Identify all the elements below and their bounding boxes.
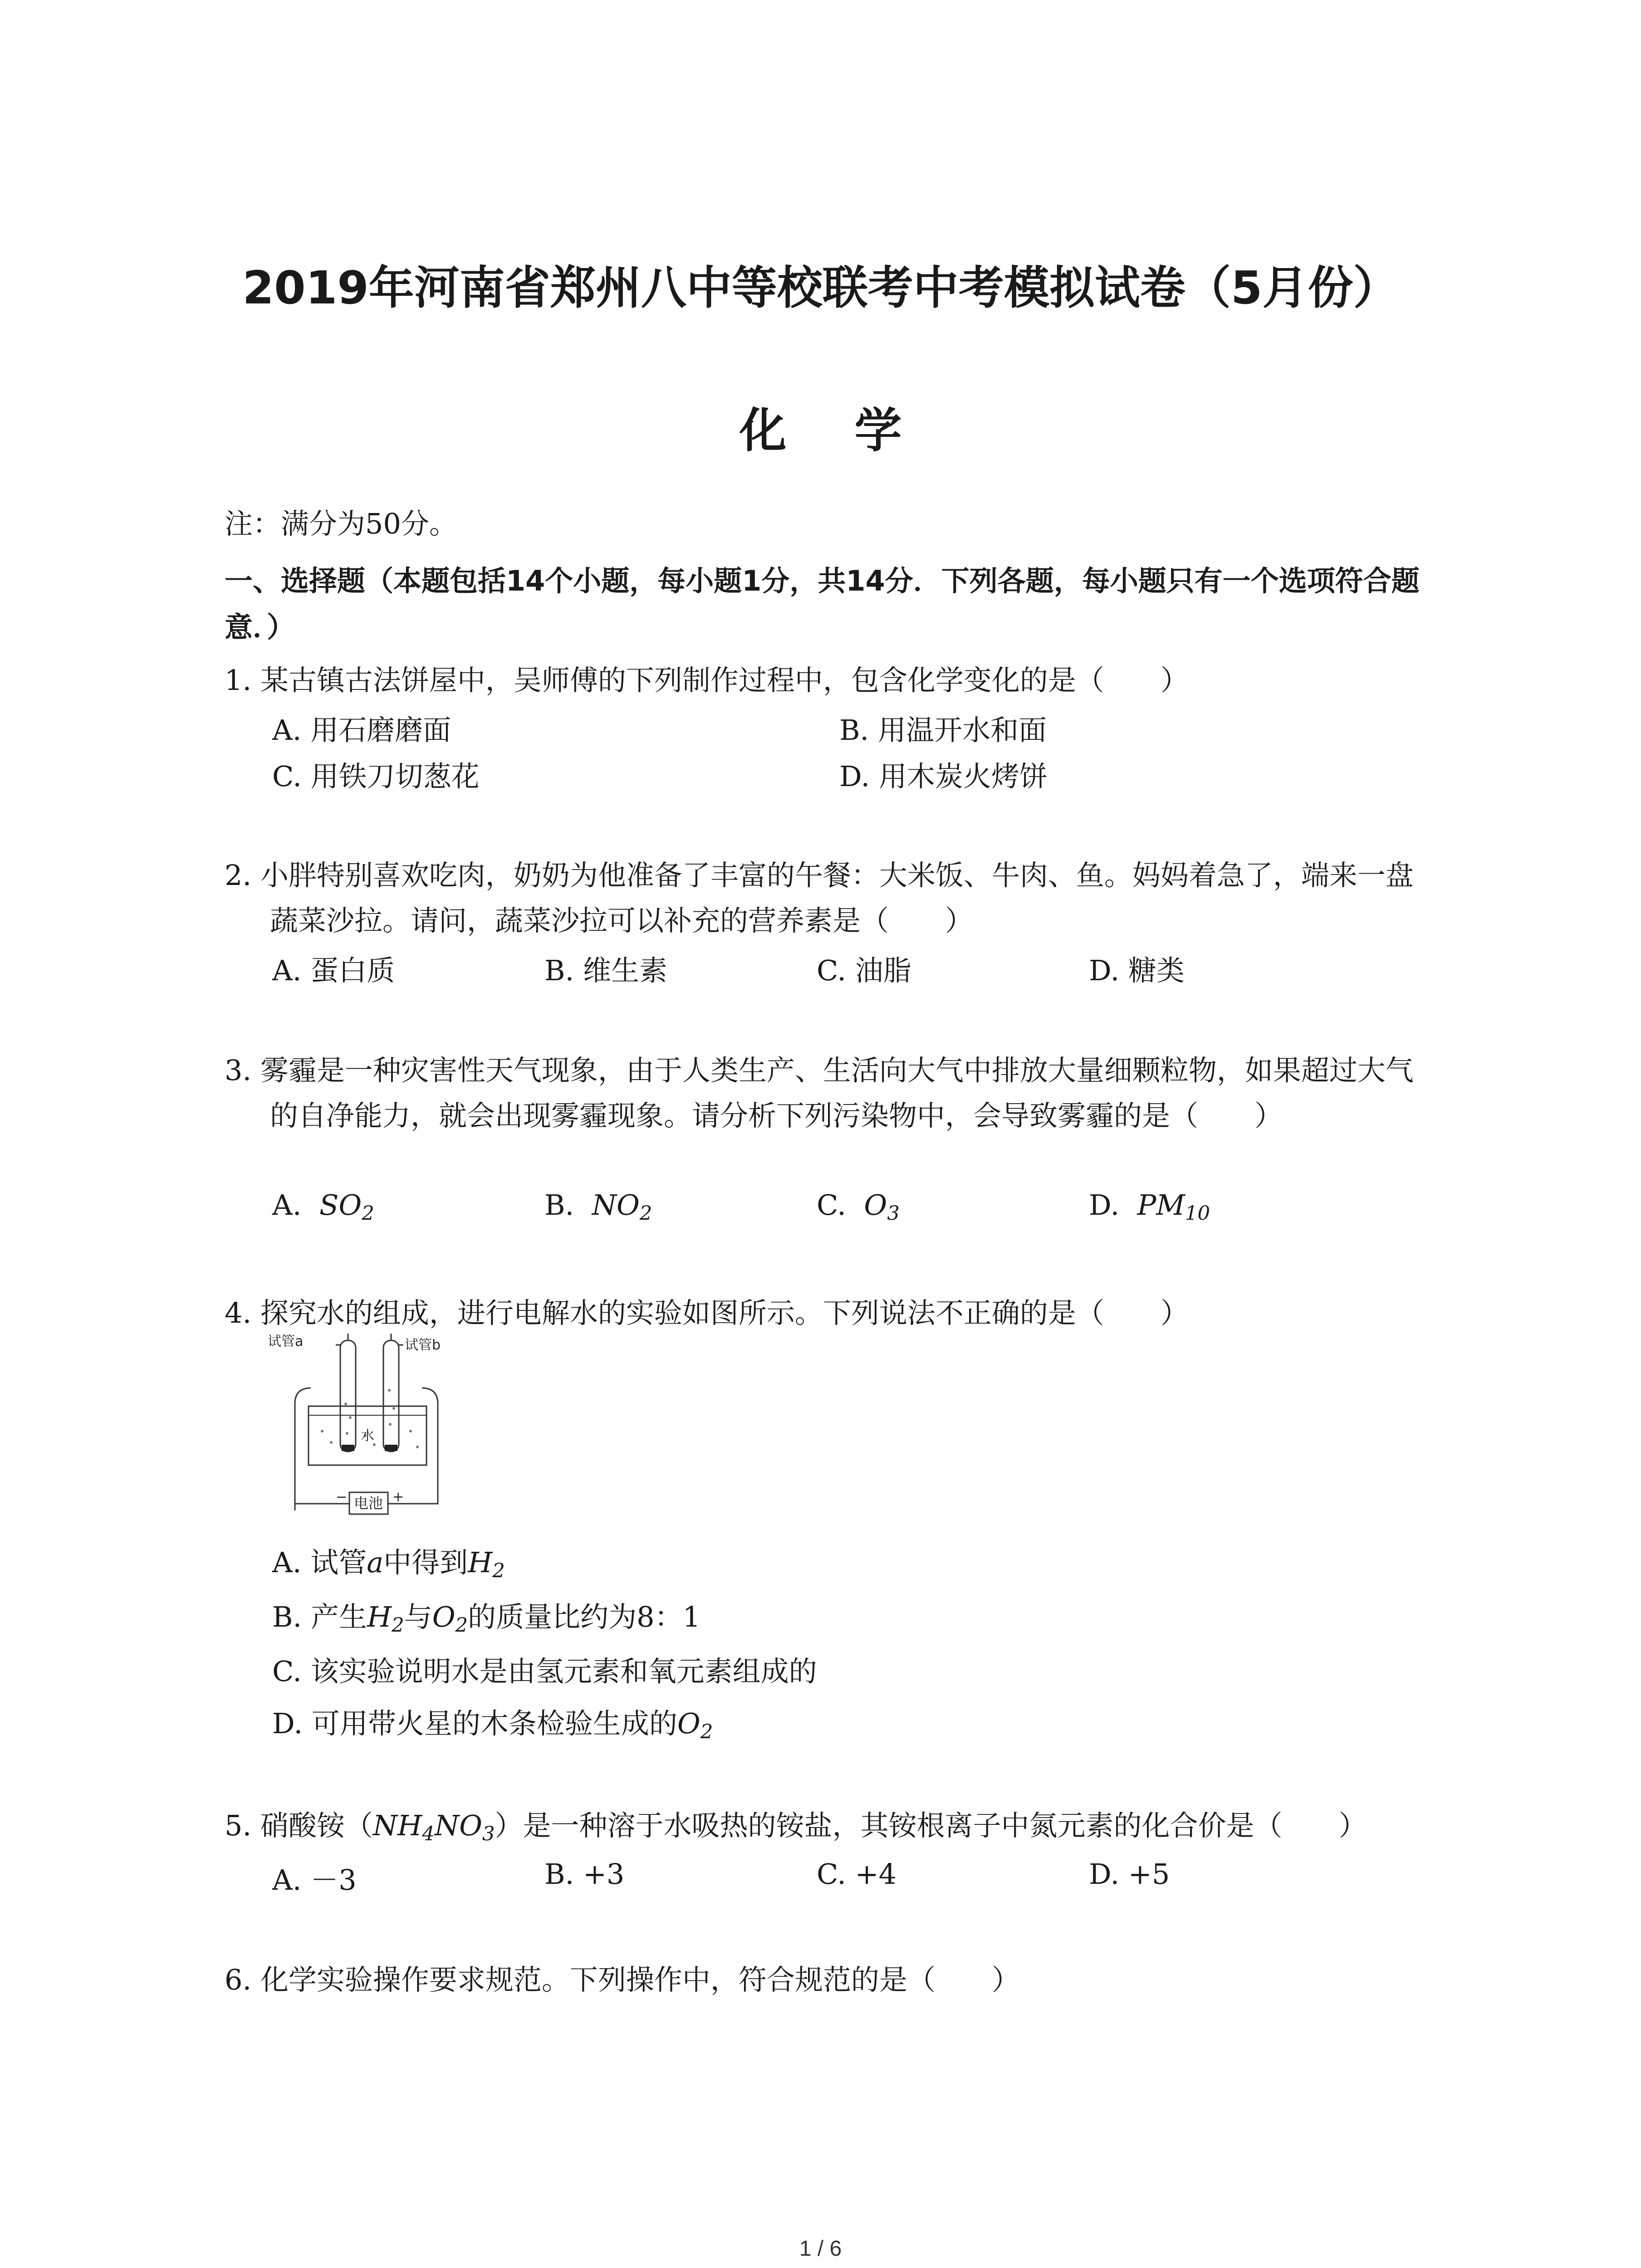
question-6-stem: 6. 化学实验操作要求规范。下列操作中，符合规范的是（ ） (225, 1963, 1020, 1996)
tube-b-label: 试管b (405, 1337, 441, 1353)
q5-option-b: B. +3 (544, 1857, 625, 1891)
q1-option-a: A. 用石磨磨面 (272, 714, 451, 747)
question-4-stem: 4. 探究水的组成，进行电解水的实验如图所示。下列说法不正确的是（ ） (225, 1296, 1189, 1330)
tube-b (383, 1340, 399, 1452)
question-3-stem: 3. 雾霾是一种灾害性天气现象，由于人类生产、生活向大气中排放大量细颗粒物，如果超过大气的自净能力，就会出现雾霾现象。请分析下列污染物中，会导致雾霾的是（ ） (225, 1054, 1414, 1132)
q5-option-c: C. +4 (817, 1857, 897, 1891)
q3-option-a: A. $SO_2$ (272, 1188, 374, 1225)
q1-option-b: B. 用温开水和面 (839, 714, 1047, 747)
water-label: 水 (361, 1428, 374, 1444)
q2-option-a: A. 蛋白质 (272, 954, 395, 987)
question-4 (225, 1290, 1440, 1336)
question-6 (225, 1957, 1440, 2003)
tube-a (340, 1340, 356, 1452)
q2-option-d: D. 糖类 (1089, 954, 1185, 987)
q4-option-c: C. 该实验说明水是由氢元素和氧元素组成的 (272, 1655, 817, 1688)
q5-option-d: D. +5 (1089, 1857, 1170, 1891)
section-heading: 一、选择题（本题包括14个小题，每小题1分，共14分．下列各题，每小题只有一个选项符合题意．） (225, 564, 1420, 644)
battery-plus-label: + (392, 1489, 404, 1505)
left-wire (295, 1388, 349, 1504)
q1-option-d: D. 用木炭火烤饼 (839, 760, 1048, 793)
q3-option-d: D. $PM_{10}$ (1089, 1188, 1210, 1225)
subject-heading: 化学 (739, 403, 970, 458)
question-1-stem: 1. 某古镇古法饼屋中，吴师傅的下列制作过程中，包含化学变化的是（ ） (225, 664, 1189, 697)
q4-option-a: A. 试管a中得到$H_2$ (272, 1546, 505, 1582)
score-note: 注：满分为50分。 (225, 507, 457, 540)
q2-option-c: C. 油脂 (817, 954, 911, 987)
tube-a-label: 试管a (268, 1334, 304, 1349)
question-3 (225, 1048, 1440, 1139)
q4-option-b: B. 产生$H_2$与$O_2$的质量比约为8：1 (272, 1600, 701, 1637)
q5-option-a: A. －3 (272, 1863, 357, 1897)
q3-option-b: B. $NO_2$ (544, 1188, 652, 1225)
exam-title: 2019年河南省郑州八中等校联考中考模拟试卷（5月份） (242, 261, 1399, 314)
question-5 (225, 1803, 1440, 1857)
question-2-stem: 2. 小胖特别喜欢吃肉，奶奶为他准备了丰富的午餐：大米饭、牛肉、鱼。妈妈着急了，端来一盘蔬菜沙拉。请问，蔬菜沙拉可以补充的营养素是（ ） (225, 859, 1414, 937)
page-number: 1 / 6 (799, 2237, 842, 2261)
q2-option-b: B. 维生素 (544, 954, 667, 987)
q1-option-c: C. 用铁刀切葱花 (272, 760, 480, 793)
battery-label: 电池 (354, 1495, 383, 1512)
electrolysis-apparatus-figure (268, 1331, 481, 1517)
q4-option-d: D. 可用带火星的木条检验生成的$O_2$ (272, 1707, 713, 1743)
question-2 (225, 853, 1440, 943)
q3-option-c: C. $O_3$ (817, 1188, 900, 1225)
question-5-stem: 5. 硝酸铵$(NH_4NO_3)$是一种溶于水吸热的铵盐，其铵根离子中氮元素的化合价是（ ） (225, 1809, 1367, 1845)
question-1 (225, 658, 1440, 703)
battery-minus-label: − (336, 1489, 348, 1505)
